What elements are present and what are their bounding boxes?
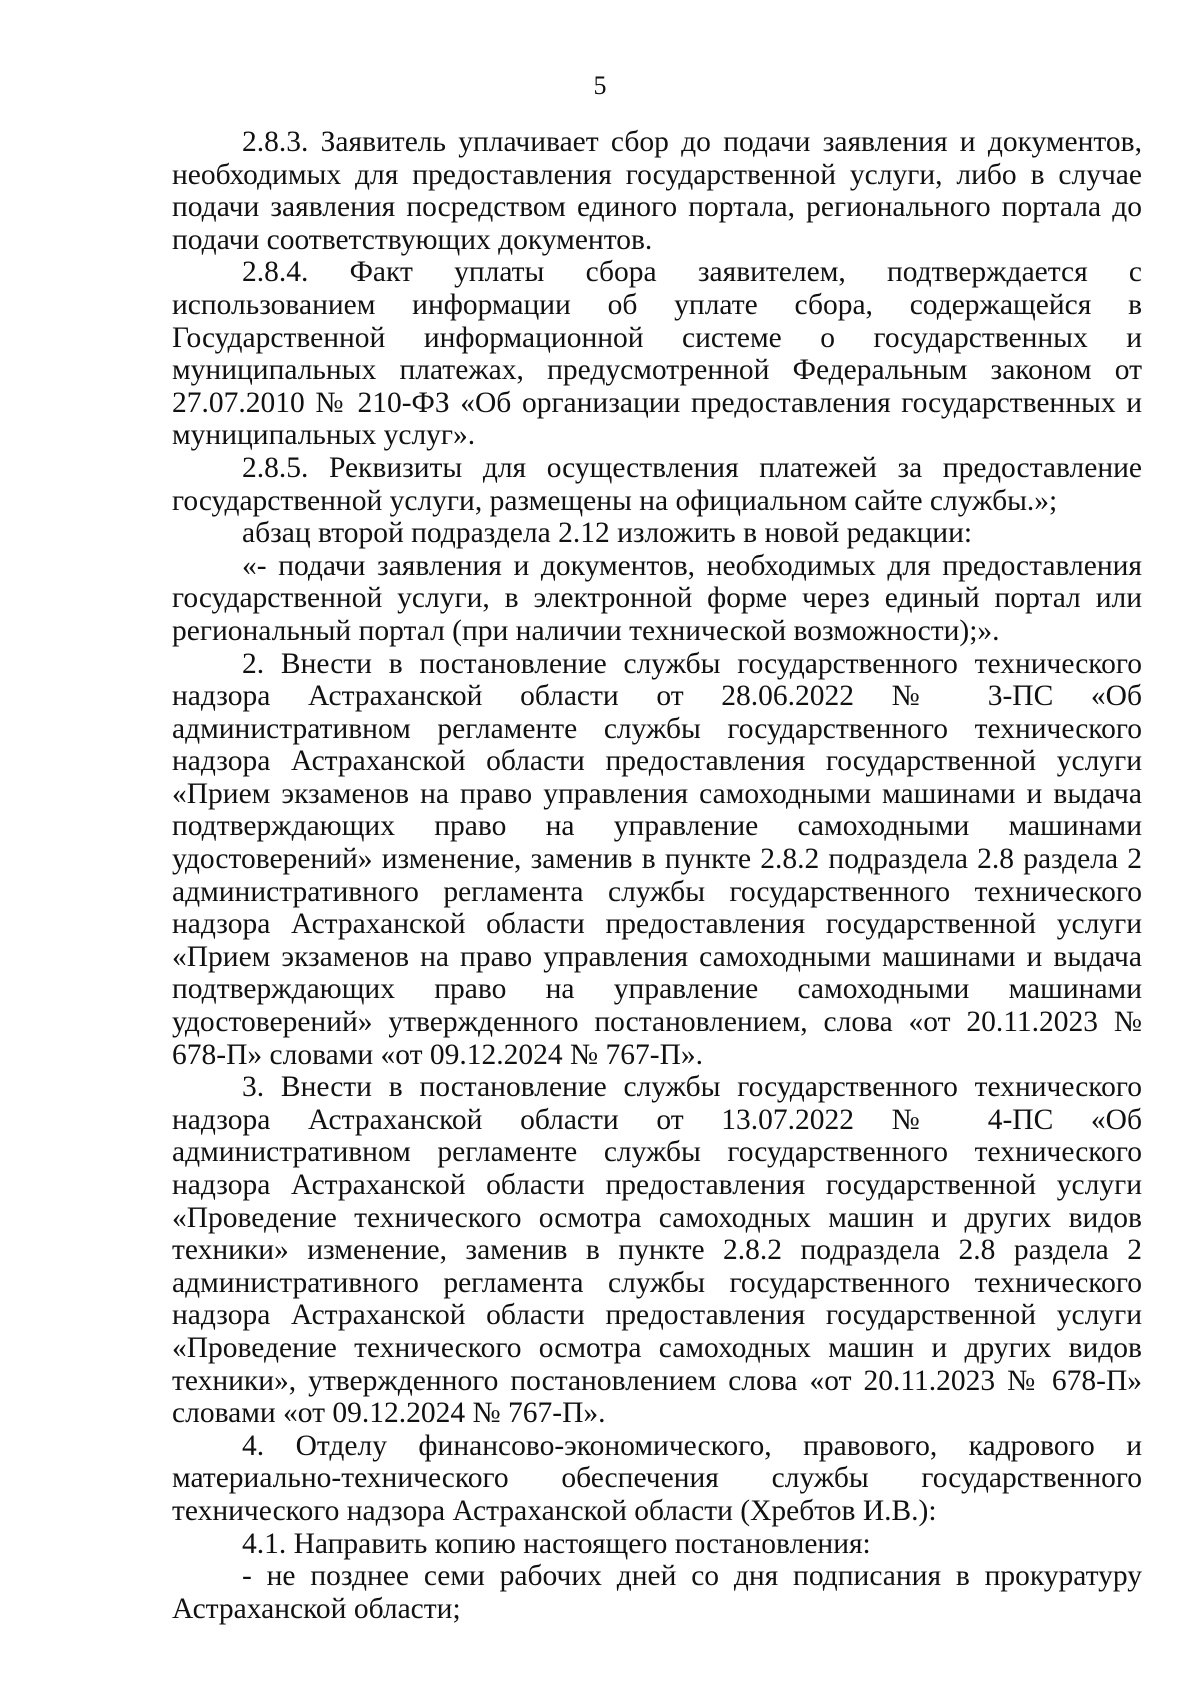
paragraph-2-8-4: 2.8.4. Факт уплаты сбора заявителем, подтверждается с использованием информации об уплате сбора, содержащейся в Государственной информационной системе о государственных и муниципальных платежах, предусмотренной Федеральным законом от 27.07.2010 № 210-ФЗ «Об организации предоставления государственных и муниципальных услуг».: [172, 256, 1142, 452]
paragraph-amendment-intro: абзац второй подраздела 2.12 изложить в новой редакции:: [242, 517, 973, 550]
document-body: [172, 126, 1142, 1625]
paragraph-amendment-text: «- подачи заявления и документов, необходимых для предоставления государственной услуги, в электронной форме через единый портал или региональный портал (при наличии технической возможности);».: [172, 549, 1142, 647]
paragraph-2-8-5: 2.8.5. Реквизиты для осуществления платежей за предоставление государственной услуги, размещены на официальном сайте службы.»;: [172, 451, 1142, 517]
paragraph-item-4-1-bullet: - не позднее семи рабочих дней со дня подписания в прокуратуру Астраханской области;: [172, 1560, 1142, 1625]
paragraph-2-8-3: 2.8.3. Заявитель уплачивает сбор до подачи заявления и документов, необходимых для предоставления государственной услуги, либо в случае подачи заявления посредством единого портала, регионального портала до подачи соответствующих документов.: [172, 126, 1142, 256]
paragraph-item-4-1: 4.1. Направить копию настоящего постановления:: [242, 1527, 871, 1560]
paragraph-item-3: 3. Внести в постановление службы государственного технического надзора Астраханской области от 13.07.2022 № 4-ПС «Об административном регламенте службы государственного технического надзора Астраханской области предоставления государственной услуги «Проведение технического осмотра самоходных машин и других видов техники» изменение, заменив в пункте 2.8.2 подраздела 2.8 раздела 2 административного регламента службы государственного технического надзора Астраханской области предоставления государственной услуги «Проведение технического осмотра самоходных машин и других видов техники», утвержденного постановлением слова «от 20.11.2023 № 678-П» словами «от 09.12.2024 № 767-П».: [172, 1071, 1142, 1430]
page-number: 5: [593, 71, 607, 100]
paragraph-item-4: 4. Отделу финансово-экономического, правового, кадрового и материально-технического обеспечения службы государственного технического надзора Астраханской области (Хребтов И.В.):: [172, 1429, 1142, 1527]
paragraph-item-2: 2. Внести в постановление службы государственного технического надзора Астраханской области от 28.06.2022 № 3-ПС «Об административном регламенте службы государственного технического надзора Астраханской области предоставления государственной услуги «Прием экзаменов на право управления самоходными машинами и выдача подтверждающих право на управление самоходными машинами удостоверений» изменение, заменив в пункте 2.8.2 подраздела 2.8 раздела 2 административного регламента службы государственного технического надзора Астраханской области предоставления государственной услуги «Прием экзаменов на право управления самоходными машинами и выдача подтверждающих право на управление самоходными машинами удостоверений» утвержденного постановлением, слова «от 20.11.2023 № 678-П» словами «от 09.12.2024 № 767-П».: [172, 647, 1142, 1071]
